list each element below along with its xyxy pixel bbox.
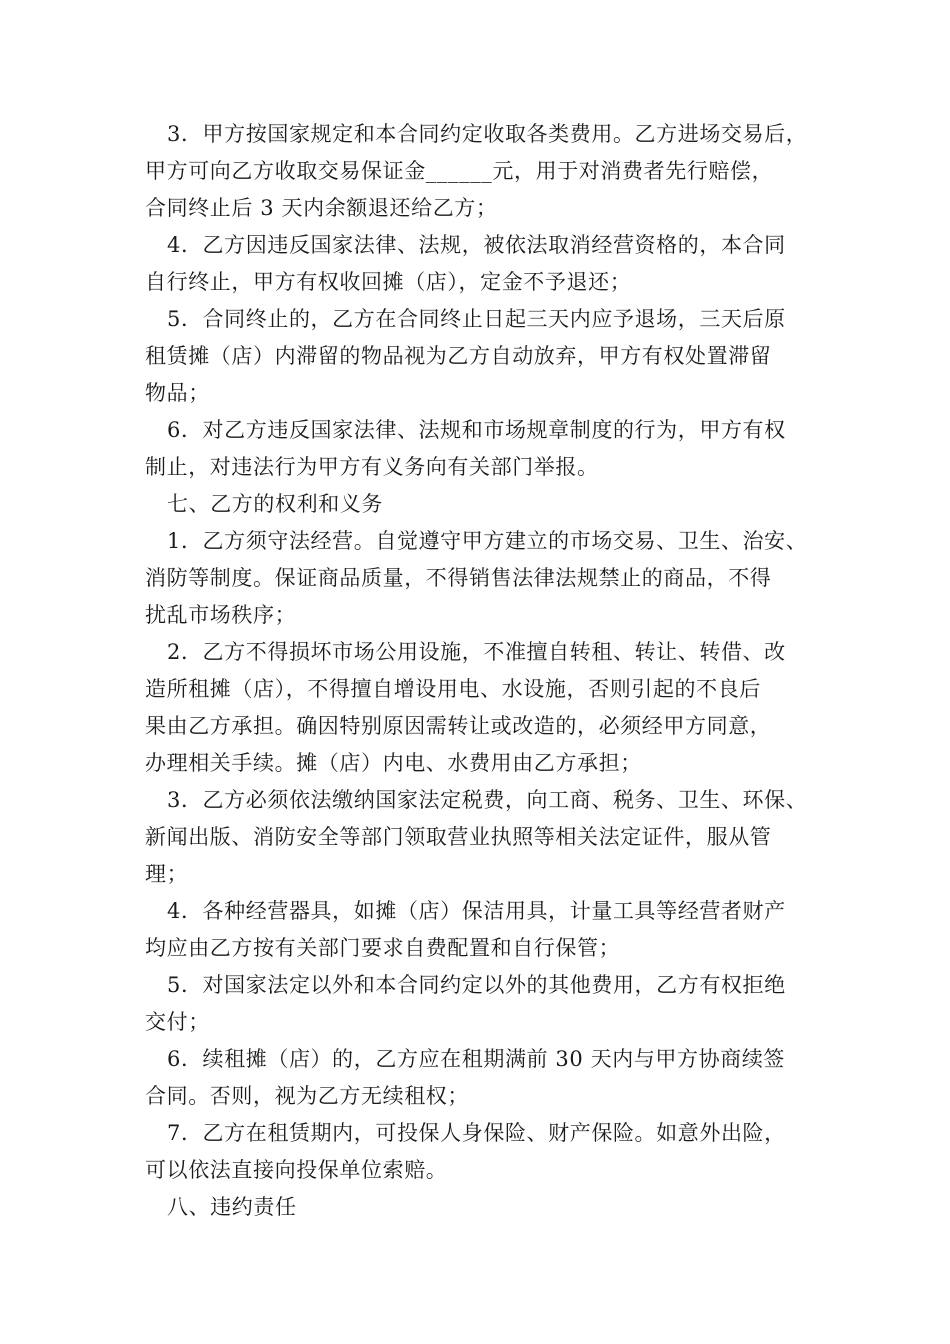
clause-line: 新闻出版、消防安全等部门领取营业执照等相关法定证件，服从管 bbox=[145, 825, 772, 849]
clause-first-line: 6．对乙方违反国家法律、法规和市场规章制度的行为，甲方有权 bbox=[167, 418, 786, 442]
section-heading bbox=[145, 486, 825, 523]
contract-clause bbox=[145, 523, 825, 634]
clause-line: 物品； bbox=[145, 381, 210, 405]
clause-first-line: 4．各种经营器具，如摊（店）保洁用具，计量工具等经营者财产 bbox=[167, 899, 786, 923]
clause-line: 消防等制度。保证商品质量，不得销售法律法规禁止的商品，不得 bbox=[145, 566, 772, 590]
clause-line: 可以依法直接向投保单位索赔。 bbox=[145, 1158, 448, 1182]
clause-first-line: 1．乙方须守法经营。自觉遵守甲方建立的市场交易、卫生、治安、 bbox=[167, 529, 808, 553]
clause-first-line: 七、乙方的权利和义务 bbox=[167, 492, 383, 516]
contract-clause bbox=[145, 967, 825, 1041]
contract-clause bbox=[145, 412, 825, 486]
clause-first-line: 6．续租摊（店）的，乙方应在租期满前 30 天内与甲方协商续签 bbox=[167, 1047, 786, 1071]
contract-clause bbox=[145, 1115, 825, 1189]
clause-first-line: 5．对国家法定以外和本合同约定以外的其他费用，乙方有权拒绝 bbox=[167, 973, 786, 997]
contract-clause bbox=[145, 893, 825, 967]
clause-line: 造所租摊（店），不得擅自增设用电、水设施，否则引起的不良后 bbox=[145, 677, 761, 701]
contract-clause bbox=[145, 782, 825, 893]
contract-clause bbox=[145, 301, 825, 412]
clause-first-line: 4．乙方因违反国家法律、法规，被依法取消经营资格的，本合同 bbox=[167, 233, 786, 257]
document-body bbox=[145, 116, 825, 1226]
clause-line: 理； bbox=[145, 862, 189, 886]
clause-first-line: 7．乙方在租赁期内，可投保人身保险、财产保险。如意外出险， bbox=[167, 1121, 786, 1145]
clause-line: 办理相关手续。摊（店）内电、水费用由乙方承担； bbox=[145, 751, 642, 775]
clause-line: 自行终止，甲方有权收回摊（店），定金不予退还； bbox=[145, 270, 632, 294]
clause-line: 均应由乙方按有关部门要求自费配置和自行保管； bbox=[145, 936, 621, 960]
clause-line: 租赁摊（店）内滞留的物品视为乙方自动放弃，甲方有权处置滞留 bbox=[145, 344, 772, 368]
contract-clause bbox=[145, 116, 825, 227]
clause-line: 合同。否则，视为乙方无续租权； bbox=[145, 1084, 469, 1108]
clause-first-line: 3．甲方按国家规定和本合同约定收取各类费用。乙方进场交易后， bbox=[167, 122, 808, 146]
clause-line: 制止，对违法行为甲方有义务向有关部门举报。 bbox=[145, 455, 599, 479]
clause-line: 果由乙方承担。确因特别原因需转让或改造的，必须经甲方同意， bbox=[145, 714, 772, 738]
contract-clause bbox=[145, 227, 825, 301]
clause-line: 交付； bbox=[145, 1010, 210, 1034]
clause-line: 扰乱市场秩序； bbox=[145, 603, 297, 627]
clause-line: 合同终止后 3 天内余额退还给乙方； bbox=[145, 196, 498, 220]
contract-clause bbox=[145, 634, 825, 782]
contract-clause bbox=[145, 1041, 825, 1115]
clause-first-line: 5．合同终止的，乙方在合同终止日起三天内应予退场，三天后原 bbox=[167, 307, 786, 331]
section-heading bbox=[145, 1189, 825, 1226]
clause-first-line: 八、违约责任 bbox=[167, 1195, 297, 1219]
clause-first-line: 3．乙方必须依法缴纳国家法定税费，向工商、税务、卫生、环保、 bbox=[167, 788, 808, 812]
clause-first-line: 2．乙方不得损坏市场公用设施，不准擅自转租、转让、转借、改 bbox=[167, 640, 786, 664]
clause-line: 甲方可向乙方收取交易保证金______元，用于对消费者先行赔偿， bbox=[145, 159, 774, 183]
